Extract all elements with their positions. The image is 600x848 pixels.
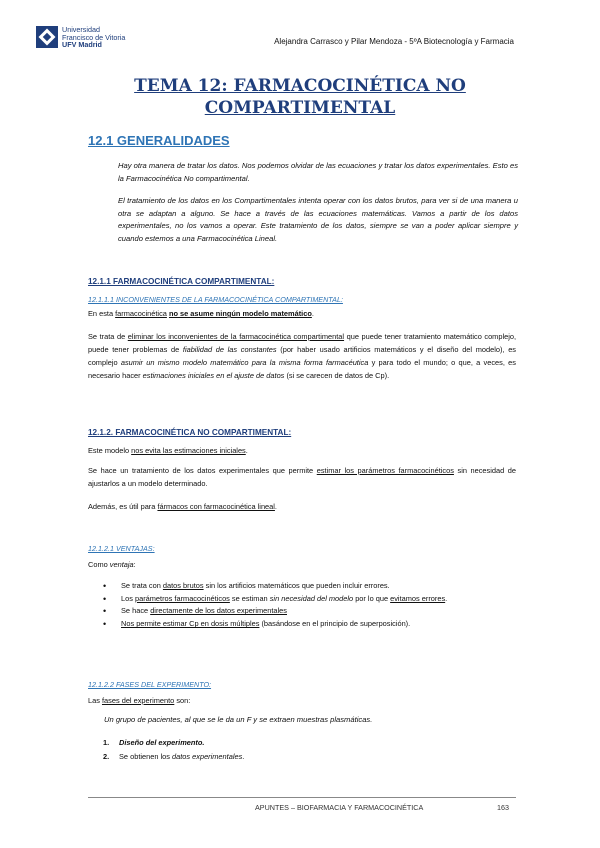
note-grupo-pacientes: Un grupo de pacientes, al que se le da un F y se extraen muestras plasmáticas. (104, 715, 373, 724)
intro-paragraph-1: Hay otra manera de tratar los datos. Nos podemos olvidar de las ecuaciones y tratar los datos experimentales. Esto es la Farmacocinética No compartimental. (118, 161, 518, 183)
text: . (242, 751, 245, 761)
section-heading-text: 12.1 GENERALIDADES (88, 133, 230, 148)
paragraph-farmacos-lineal (88, 500, 516, 513)
underlined-text: evitamos errores (390, 593, 446, 603)
footer-divider (88, 797, 516, 798)
fases-numbered-list (88, 736, 516, 763)
list-item (88, 580, 516, 592)
heading-farmacocinetica-no-compartimental: 12.1.2. FARMACOCINÉTICA NO COMPARTIMENTAL: (88, 428, 292, 437)
underlined-text: farmacocinética (115, 309, 167, 318)
text: En esta (88, 309, 116, 318)
intro-paragraph-2: El tratamiento de los datos en los Compartimentales intenta operar con los datos brutos, para ver si de una manera u otra se adaptan a alguno. Se hace a través de las ecuaciones matemáticas. Vamos a partir de los datos experimentales, no los vamos a operar. Este tratamiento de los datos, siempre se van a poder aplicar siempre y cuando estemos a una Farmacocinética Lineal. (118, 196, 518, 243)
underlined-text: nos evita las estimaciones iniciales (131, 446, 246, 455)
underlined-text: eliminar los inconvenientes de la farmacocinética compartimental (127, 332, 345, 341)
underlined-text: parámetros farmacocinéticos (134, 593, 230, 603)
text: Como (88, 560, 110, 569)
logo-text (62, 26, 125, 49)
ventajas-list (88, 580, 516, 631)
text: . (311, 309, 314, 318)
heading-farmacocinetica-compartimental: 12.1.1 FARMACOCINÉTICA COMPARTIMENTAL: (88, 277, 275, 286)
page-number: 163 (497, 803, 509, 812)
subheading-inconvenientes: 12.1.1.1 INCONVENIENTES DE LA FARMACOCINÉTICA COMPARTIMENTAL: (88, 295, 343, 304)
list-number: 2. (103, 751, 110, 761)
text: . (245, 446, 248, 455)
subheading-ventajas: 12.1.2.1 VENTAJAS: (88, 544, 155, 553)
text: sin necesidad de ajustarlos a un modelo determinado. (88, 466, 516, 488)
list-item (88, 618, 516, 630)
text: . (445, 593, 448, 603)
italic-text: datos experimentales (172, 751, 243, 761)
underlined-text: directamente de los datos experimentales (150, 606, 287, 616)
text: . (274, 502, 277, 511)
italic-text: estimaciones iniciales en el ajuste de datos (142, 371, 285, 380)
text: (por haber usado artificios matemáticos y el diseño del modelo), es complejo (88, 345, 516, 367)
list-item (88, 736, 516, 750)
italic-text: ventaja (109, 560, 134, 569)
paragraph-inconvenientes (88, 330, 516, 382)
paragraph-no-modelo (88, 307, 516, 320)
list-number: 1. (103, 738, 110, 747)
text: (basándose en el principio de superposición). (259, 619, 411, 629)
text: Se obtienen los (119, 751, 173, 761)
footer-text: APUNTES – BIOFARMACIA Y FARMACOCINÉTICA (255, 803, 424, 812)
italic-text: sin necesidad del modelo (269, 593, 354, 603)
paragraph-fases-experimento (88, 694, 516, 707)
italic-text: fiabilidad de las constantes (182, 345, 277, 354)
page-title: TEMA 12: FARMACOCINÉTICA NO COMPARTIMENTAL (134, 76, 466, 118)
text: Se trata de (88, 332, 128, 341)
logo-line-1: Universidad (62, 25, 100, 34)
logo-line-3: UFV Madrid (62, 40, 102, 50)
text: Este modelo (88, 446, 132, 455)
paragraph-tratamiento-datos (88, 464, 516, 490)
paragraph-como-ventaja (88, 558, 516, 571)
list-item (88, 593, 516, 605)
text: Se hace un tratamiento de los datos experimentales que permite (88, 466, 317, 475)
text: Las (88, 696, 102, 705)
underlined-text: Nos permite estimar Cp en dosis múltiples (121, 619, 260, 629)
underlined-text: estimar los parámetros farmacocinéticos (316, 466, 454, 475)
paragraph-evita-estimaciones (88, 444, 516, 457)
underlined-text: fármacos con farmacocinética lineal (157, 502, 275, 511)
underlined-text: fases del experimento (101, 696, 175, 705)
diamond-logo-icon (36, 26, 58, 48)
text: Se hace (121, 606, 151, 616)
logo-line-2: Francisco de Vitoria (62, 32, 126, 42)
text: por lo que (353, 593, 391, 603)
list-item (88, 605, 516, 617)
text: y para todo el mundo; o que, a veces, es necesario hacer (88, 358, 516, 380)
text: : (133, 560, 136, 569)
text: se estiman (229, 593, 270, 603)
text: Los (121, 593, 135, 603)
text: Se trata con (121, 581, 163, 590)
university-logo (36, 26, 125, 49)
underlined-text: datos brutos (162, 581, 204, 590)
italic-text: Diseño del experimento. (119, 738, 205, 747)
section-heading-generalidades (88, 133, 230, 148)
list-item (88, 750, 516, 764)
subheading-fases: 12.1.2.2 FASES DEL EXPERIMENTO: (88, 680, 212, 689)
italic-text: asumir un mismo modelo matemático para la misma forma farmacéutica (120, 358, 369, 367)
header-authors: Alejandra Carrasco y Pilar Mendoza - 5ºA Biotecnología y Farmacia (274, 37, 514, 46)
text: sin los artificios matemáticos que pueden incluir errores. (203, 581, 390, 590)
underlined-text: no se asume ningún modelo matemático (168, 309, 312, 318)
text: (si se carecen de datos de Cp). (284, 371, 390, 380)
text: son: (174, 696, 191, 705)
text: que puede tener tratamiento matemático complejo, puede tener problemas de (88, 332, 516, 354)
text: Además, es útil para (88, 502, 158, 511)
